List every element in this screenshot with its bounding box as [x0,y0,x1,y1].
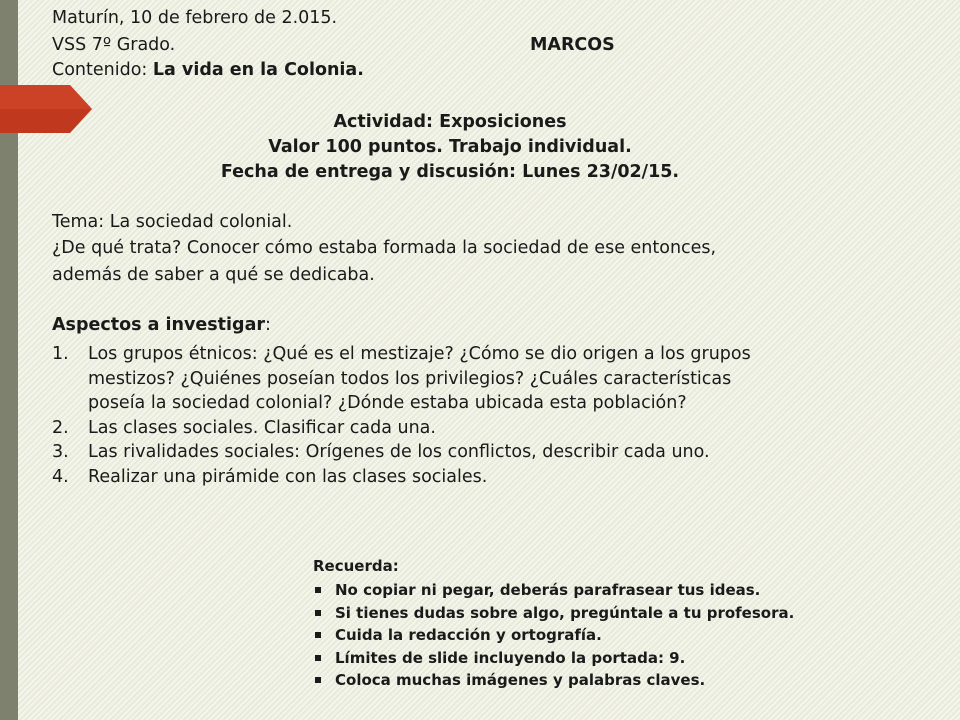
topic-about-line-1: ¿De qué trata? Conocer cómo estaba formada la sociedad de ese entonces, [52,238,717,258]
date-line: Maturín, 10 de febrero de 2.015. [52,8,338,28]
list-item [52,342,932,416]
activity-title: Actividad: Exposiciones [333,112,567,132]
content-value: La vida en la Colonia. [152,60,364,80]
activity-due-date: Fecha de entrega y discusión: Lunes 23/02/15. [220,162,680,182]
list-item-number: 2. [52,417,69,438]
reminder-item [313,624,873,647]
list-item-line: Las rivalidades sociales: Orígenes de los conflictos, describir cada uno. [88,442,710,462]
activity-value: Valor 100 puntos. Trabajo individual. [268,137,632,157]
reminder-item-text: No copiar ni pegar, deberás parafrasear tus ideas. [335,581,761,599]
square-bullet-icon [315,587,321,593]
reminder-item [313,647,873,670]
list-item-line: Los grupos étnicos: ¿Qué es el mestizaje? ¿Cómo se dio origen a los grupos [88,344,751,364]
reminder-box [313,557,873,692]
list-item-line: mestizos? ¿Quiénes poseían todos los privilegios? ¿Cuáles características [88,368,732,389]
content-label: Contenido: [52,60,153,80]
topic-about-line-2: además de saber a qué se dedicaba. [52,265,375,285]
list-item [52,465,932,490]
square-bullet-icon [315,677,321,683]
reminder-item-text: Límites de slide incluyendo la portada: 9. [335,648,686,667]
reminder-item-text: Cuida la redacción y ortografía. [335,626,602,644]
reminder-item [313,669,873,692]
list-item-number: 1. [52,344,69,364]
reminder-list [313,579,873,692]
list-item-number: 4. [52,466,69,487]
list-item-line: Las clases sociales. Clasificar cada una. [88,417,436,438]
square-bullet-icon [315,655,321,661]
content-line [52,60,364,81]
square-bullet-icon [315,610,321,616]
student-name: MARCOS [530,35,615,55]
list-item [52,440,932,465]
aspects-heading-text: Aspectos a investigar [52,315,266,335]
list-item-line: poseía la sociedad colonial? ¿Dónde estaba ubicada esta población? [88,393,687,413]
aspects-list [52,342,932,489]
reminder-item [313,579,873,602]
reminder-item [313,602,873,625]
reminder-item-text: Si tienes dudas sobre algo, pregúntale a tu profesora. [335,603,795,622]
reminder-item-text: Coloca muchas imágenes y palabras claves. [335,671,706,689]
aspects-heading [52,315,271,336]
reminder-title: Recuerda: [313,557,399,575]
topic-theme: Tema: La sociedad colonial. [52,212,293,232]
aspects-heading-colon: : [265,315,271,335]
square-bullet-icon [315,632,321,638]
grade-line: VSS 7º Grado. [52,35,176,55]
list-item [52,416,932,441]
list-item-number: 3. [52,442,69,462]
list-item-line: Realizar una pirámide con las clases sociales. [88,466,488,487]
